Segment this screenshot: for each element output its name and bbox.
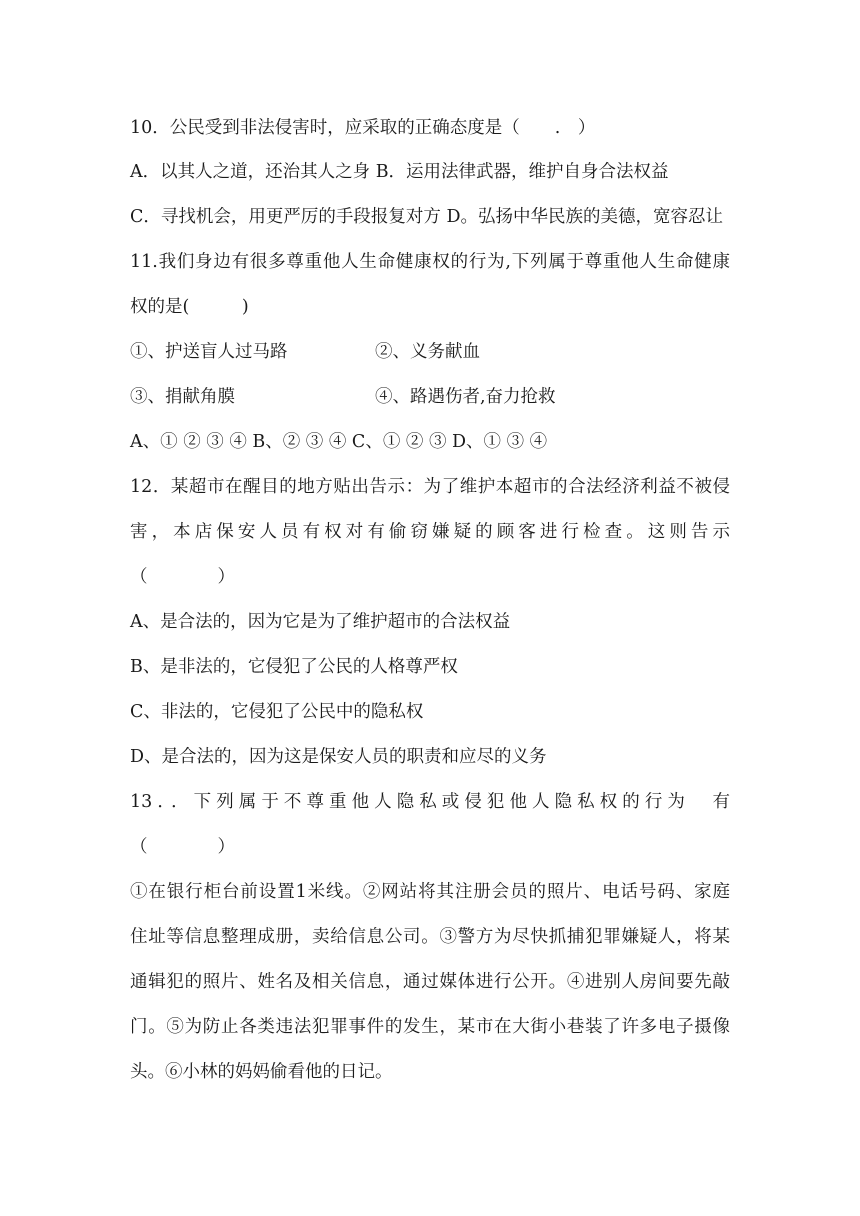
question-13-body-line-1: ①在银行柜台前设置1米线。②网站将其注册会员的照片、电话号码、家庭 [130,882,730,902]
question-12-stem-line-2: 害，本店保安人员有权对有偷窃嫌疑的顾客进行检查。这则告示 [130,522,730,542]
question-13-stem-line-1: 13．．下列属于不尊重他人隐私或侵犯他人隐私权的行为 有 [130,792,730,812]
question-11-item-2: ②、义务献血 [375,342,480,362]
question-11-items-row-2 [130,385,235,409]
question-11-items-row-1 [130,340,288,364]
question-12-stem-line-3: （ ） [130,567,235,587]
question-12-option-b: B、是非法的，它侵犯了公民的人格尊严权 [130,657,458,677]
question-12-option-d: D、是合法的，因为这是保安人员的职责和应尽的义务 [130,747,547,767]
question-11-options: A、① ② ③ ④ B、② ③ ④ C、① ② ③ D、① ③ ④ [130,432,548,452]
question-12-option-a: A、是合法的，因为它是为了维护超市的合法权益 [130,612,511,632]
question-10-stem: 10．公民受到非法侵害时，应采取的正确态度是（ . ） [130,118,596,138]
question-11-stem-line-2: 权的是( ) [130,297,249,317]
question-13-body-line-4: 门。⑤为防止各类违法犯罪事件的发生，某市在大街小巷装了许多电子摄像 [130,1017,730,1037]
question-13-body-line-5: 头。⑥小林的妈妈偷看他的日记。 [130,1062,393,1082]
question-13-stem-line-2: （ ） [130,837,235,857]
question-11-stem-line-1: 11.我们身边有很多尊重他人生命健康权的行为,下列属于尊重他人生命健康 [130,252,730,272]
question-13-body-line-2: 住址等信息整理成册，卖给信息公司。③警方为尽快抓捕犯罪嫌疑人，将某 [130,927,730,947]
question-11-item-4: ④、路遇伤者,奋力抢救 [375,387,556,407]
question-11-item-3: ③、捐献角膜 [130,387,235,407]
question-12-stem-line-1: 12．某超市在醒目的地方贴出告示：为了维护本超市的合法经济利益不被侵 [130,477,730,497]
question-12-option-c: C、非法的，它侵犯了公民中的隐私权 [130,702,424,722]
question-10-options-line-2: C．寻找机会，用更严厉的手段报复对方 D。弘扬中华民族的美德，宽容忍让 [130,207,723,227]
question-13-body-line-3: 通辑犯的照片、姓名及相关信息，通过媒体进行公开。④进别人房间要先敲 [130,972,730,992]
question-10-options-line-1: A．以其人之道，还治其人之身 B．运用法律武器，维护自身合法权益 [130,162,669,182]
question-11-item-1: ①、护送盲人过马路 [130,342,288,362]
